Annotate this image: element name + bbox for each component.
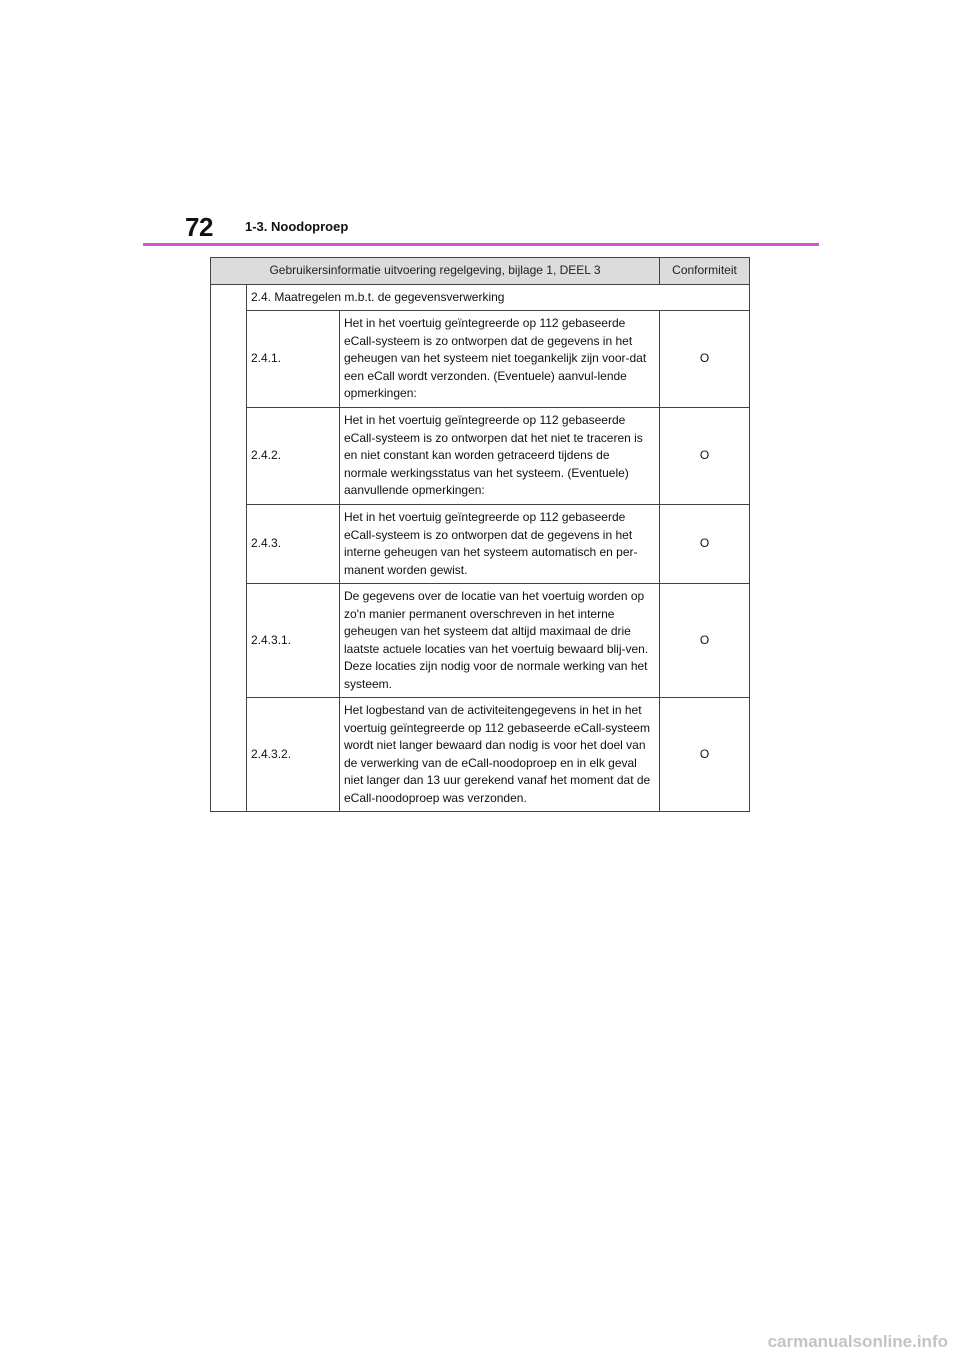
table-row <box>211 505 750 584</box>
row-number: 2.4.3. <box>247 505 340 584</box>
column-header-conformity: Conformiteit <box>660 258 750 285</box>
table-row <box>211 584 750 698</box>
watermark[interactable]: carmanualsonline.info <box>767 1332 948 1351</box>
subheading-cell: 2.4. Maatregelen m.b.t. de gegevensverwerking <box>247 285 750 311</box>
table-header-row <box>211 258 750 285</box>
row-text: Het in het voertuig geïntegreerde op 112 gebaseerde eCall-systeem is zo ontworpen dat de gegevens in het geheugen van het systeem niet toegankelijk zijn voor-dat een eCall wordt verzonden. (Eventuele) aanvul-lende opmerkingen: <box>340 311 660 408</box>
row-text: Het in het voertuig geïntegreerde op 112 gebaseerde eCall-systeem is zo ontworpen dat de gegevens in het interne geheugen van het systeem automatisch en per-manent worden gewist. <box>340 505 660 584</box>
row-conformity: O <box>660 698 750 812</box>
row-conformity: O <box>660 311 750 408</box>
table-row <box>211 408 750 505</box>
row-number: 2.4.1. <box>247 311 340 408</box>
table-row <box>211 698 750 812</box>
row-text: De gegevens over de locatie van het voertuig worden op zo'n manier permanent overschreven in het interne geheugen van het systeem dat altijd maximaal de drie laatste actuele locaties van het voertuig bewaard blij-ven. Deze locaties zijn nodig voor de normale werking van het systeem. <box>340 584 660 698</box>
row-number: 2.4.3.1. <box>247 584 340 698</box>
section-title: 1-3. Noodoproep <box>245 219 349 234</box>
regulation-table <box>210 257 750 812</box>
table-row <box>211 311 750 408</box>
table-subheading-row <box>211 285 750 311</box>
indent-cell <box>211 285 247 812</box>
row-text: Het logbestand van de activiteitengegevens in het in het voertuig geïntegreerde op 112 gebaseerde eCall-systeem wordt niet langer bewaard dan nodig is voor het doel van de verwerking van de eCall-noodoproep en in elk geval niet langer dan 13 uur gerekend vanaf het moment dat de eCall-noodoproep was verzonden. <box>340 698 660 812</box>
column-header-info: Gebruikersinformatie uitvoering regelgeving, bijlage 1, DEEL 3 <box>211 258 660 285</box>
page-number: 72 <box>185 212 213 242</box>
row-conformity: O <box>660 505 750 584</box>
row-conformity: O <box>660 584 750 698</box>
row-text: Het in het voertuig geïntegreerde op 112 gebaseerde eCall-systeem is zo ontworpen dat het niet te traceren is en niet constant kan worden getraceerd tijdens de normale werkingsstatus van het systeem. (Eventuele) aanvullende opmerkingen: <box>340 408 660 505</box>
row-conformity: O <box>660 408 750 505</box>
header-divider <box>143 243 819 246</box>
row-number: 2.4.3.2. <box>247 698 340 812</box>
row-number: 2.4.2. <box>247 408 340 505</box>
